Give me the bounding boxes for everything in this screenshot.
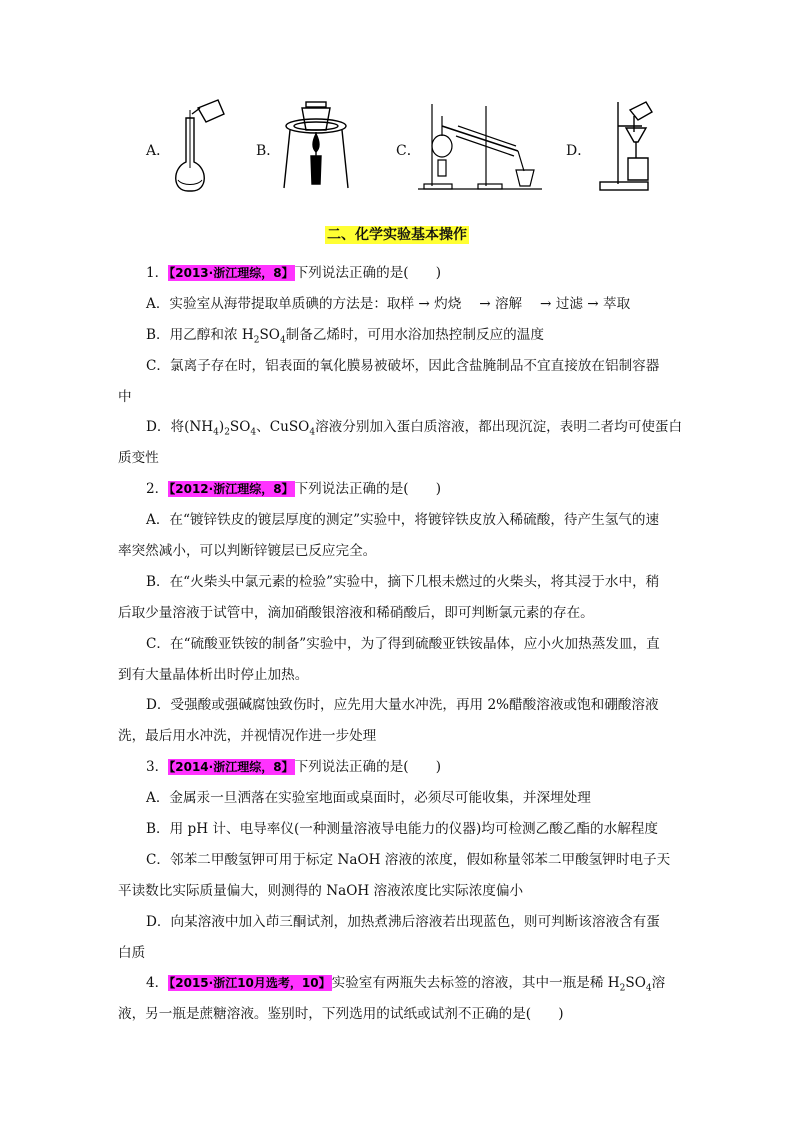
q1-option-a: A．实验室从海带提取单质碘的方法是：取样 → 灼烧 → 溶解 → 过滤 → 萃取 [146,295,631,312]
q2-stem: 2．【2012·浙江理综，8】下列说法正确的是( ) [146,481,442,498]
q1-option-c-line1: C．氯离子存在时，铝表面的氧化膜易被破坏，因此含盐腌制品不宜直接放在铝制容器 [146,357,660,374]
q4-stem-line1: 4．【2015·浙江10月选考，10】实验室有两瓶失去标签的溶液，其中一瓶是稀 $H_2SO_4$溶 [146,975,666,995]
q2-option-c-line1: C．在“硫酸亚铁铵的制备”实验中，为了得到硫酸亚铁铵晶体，应小火加热蒸发皿，直 [146,635,660,652]
q1-stem: 1．【2013·浙江理综，8】下列说法正确的是( ) [146,265,442,281]
q3-stem: 3．【2014·浙江理综，8】下列说法正确的是( ) [146,759,442,776]
filtration-stand-icon [590,96,660,196]
question-list [118,258,683,1030]
q1-option-d-line1: D．将$(NH_4)_2SO_4$、CuSO$_4$溶液分别加入蛋白质溶液，都出现沉淀，表明二者均可使蛋白 [146,419,683,439]
q2-source-tag: 【2012·浙江理综，8】 [169,482,294,497]
q2-option-d-line1: D．受强酸或强碱腐蚀致伤时，应先用大量水冲洗，再用 2%醋酸溶液或饱和硼酸溶液 [146,697,659,714]
crucible-tripod-icon [280,96,352,196]
section-heading [0,224,794,244]
q1-source-tag: 【2013·浙江理综，8】 [169,266,294,280]
q3-option-c-line2: 平读数比实际质量偏大，则测得的 NaOH 溶液浓度比实际浓度偏小 [118,882,524,899]
q2-option-d-line2: 洗，最后用水冲洗，并视情况作进一步处理 [118,728,377,745]
distillation-apparatus-icon [418,96,548,196]
q1-option-d-line2: 质变性 [118,450,159,467]
q4-source-tag: 【2015·浙江10月选考，10】 [169,976,331,991]
q3-option-b: B．用 pH 计、电导率仪(一种测量溶液导电能力的仪器)均可检测乙酸乙酯的水解程度 [146,821,658,838]
option-b-label: B． [256,143,281,159]
option-c-label: C． [396,143,421,159]
q2-option-b-line2: 后取少量溶液于试管中，滴加硝酸银溶液和稀硝酸后，即可判断氯元素的存在。 [118,604,594,621]
q2-option-c-line2: 到有大量晶体析出时停止加热。 [118,666,309,683]
q3-option-a: A．金属汞一旦洒落在实验室地面或桌面时，必须尽可能收集，并深埋处理 [146,790,591,807]
q3-source-tag: 【2014·浙江理综，8】 [169,760,294,775]
q1-option-b: B．用乙醇和浓 $H_2SO_4$制备乙烯时，可用水浴加热控制反应的温度 [146,326,544,346]
q2-option-a-line2: 率突然减小，可以判断锌镀层已反应完全。 [118,543,377,560]
q4-stem-line2: 液，另一瓶是蔗糖溶液。鉴别时，下列选用的试纸或试剂不正确的是( ) [118,1006,564,1023]
q3-option-d-line1: D．向某溶液中加入茚三酮试剂，加热煮沸后溶液若出现蓝色，则可判断该溶液含有蛋 [146,913,660,930]
q2-option-a-line1: A．在“镀锌铁皮的镀层厚度的测定”实验中，将镀锌铁皮放入稀硫酸，待产生氢气的速 [146,512,660,529]
q2-option-b-line1: B．在“火柴头中氯元素的检验”实验中，摘下几根未燃过的火柴头，将其浸于水中，稍 [146,573,660,590]
option-a-label: A． [146,143,171,159]
q3-option-d-line2: 白质 [118,944,146,961]
q1-option-c-line2: 中 [118,388,132,405]
q3-option-c-line1: C．邻苯二甲酸氢钾可用于标定 NaOH 溶液的浓度，假如称量邻苯二甲酸氢钾时电子天 [146,851,671,868]
volumetric-flask-pour-icon [168,96,238,196]
section-title: 二、化学实验基本操作 [327,227,467,243]
option-d-label: D． [566,143,592,159]
apparatus-figure-row [146,96,616,196]
